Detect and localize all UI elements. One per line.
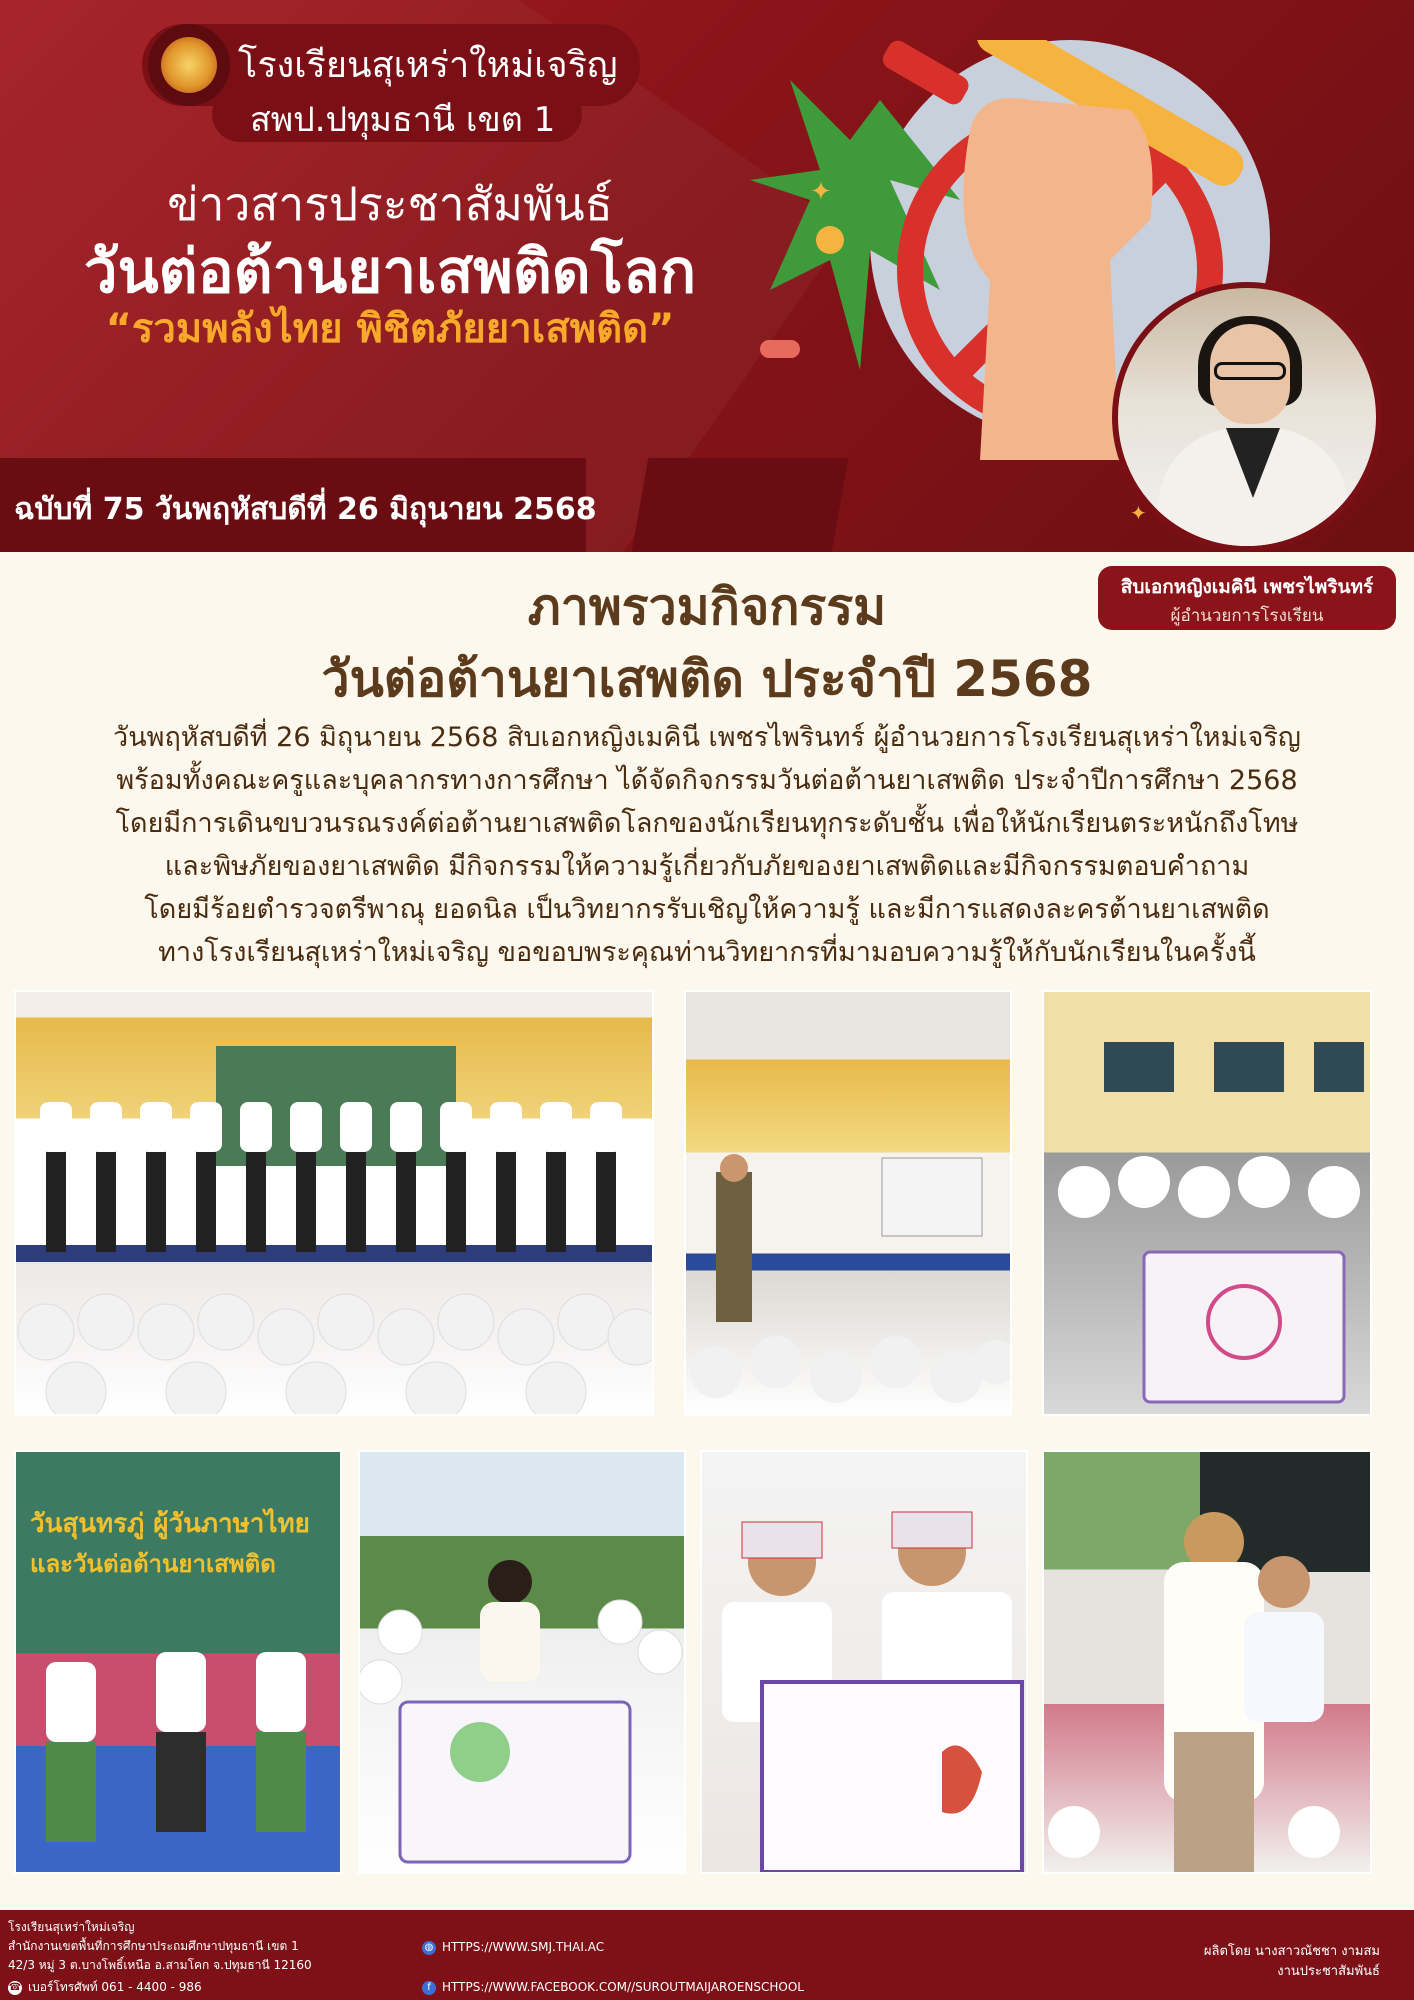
stage-banner-text: วันสุนทรภู่ ผู้วันภาษาไทย [30,1509,310,1539]
body-line: และพิษภัยของยาเสพติด มีกิจกรรมให้ความรู้เกี่ยวกับภัยของยาเสพติดและมีกิจกรรมตอบคำถาม [164,851,1250,882]
office-name: สพป.ปทุมธานี เขต 1 [250,100,556,140]
photo-speaker [684,990,1012,1416]
footer-website[interactable] [422,1940,604,1955]
body-line: ทางโรงเรียนสุเหร่าใหม่เจริญ ขอขอบพระคุณท่านวิทยากรที่มามอบความรู้ให้กับนักเรียนในครั้งนี้ [158,937,1256,968]
footer-phone [8,1978,202,1997]
footer-credit [1204,1942,1380,1982]
svg-text:✦: ✦ [1130,501,1147,525]
header-banner [0,0,1414,552]
poster [762,1682,1022,1872]
director-photo [1112,282,1382,552]
poster [400,1702,630,1862]
section-subtitle: วันต่อต้านยาเสพติด ประจำปี 2568 [321,650,1093,708]
director-title: ผู้อำนวยการโรงเรียน [1170,606,1324,626]
globe-icon: ◍ [422,1941,436,1955]
photo-director-students [358,1450,686,1874]
facebook-icon: f [422,1981,436,1995]
credit-producer: ผลิตโดย นางสาวณัชชา งามสม [1203,1944,1380,1959]
footer-phone-text: เบอร์โทรศัพท์ 061 - 4400 - 986 [28,1980,202,1994]
photo-dance-show [14,1450,342,1874]
glasses-icon [1214,362,1286,380]
footer-school-name: โรงเรียนสุเหร่าใหม่เจริญ [8,1920,135,1934]
headline: วันต่อต้านยาเสพติดโลก [83,237,697,307]
footer-address: 42/3 หมู่ 3 ต.บางโพธิ์เหนือ อ.สามโคก จ.ปทุมธานี 12160 [8,1958,312,1972]
school-name: โรงเรียนสุเหร่าใหม่เจริญ [238,45,618,86]
school-emblem-icon [161,37,217,93]
svg-text:✦: ✦ [810,177,832,207]
footer-facebook[interactable] [422,1980,804,1995]
school-logo [148,24,230,106]
slogan: “รวมพลังไทย พิชิตภัยยาเสพติด” [105,306,675,352]
footer [0,1910,1414,2000]
news-label: ข่าวสารประชาสัมพันธ์ [167,177,613,231]
footer-office: สำนักงานเขตพื้นที่การศึกษาประถมศึกษาปทุมธานี เขต 1 [8,1939,299,1953]
body-line: โดยมีการเดินขบวนรณรงค์ต่อต้านยาเสพติดโลกของนักเรียนทุกระดับชั้น เพื่อให้นักเรียนตระหนักถึงโทษ [115,808,1299,839]
body-line: พร้อมทั้งคณะครูและบุคลากรทางการศึกษา ได้จัดกิจกรรมวันต่อต้านยาเสพติด ประจำปีการศึกษา 2568 [116,765,1298,796]
footer-facebook-text[interactable]: HTTPS://WWW.FACEBOOK.COM//SUROUTMAIJAROENSCHOOL [442,1980,804,1994]
article-body [30,716,1384,974]
stage-banner-text-2: และวันต่อต้านยาเสพติด [30,1550,276,1578]
credit-department: งานประชาสัมพันธ์ [1277,1964,1380,1979]
stage-scene [16,992,654,1416]
body-line: วันพฤหัสบดีที่ 26 มิถุนายน 2568 สิบเอกหญิงเมคินี เพชรไพรินทร์ ผู้อำนวยการโรงเรียนสุเหร่าใหม่เจริญ [113,722,1301,753]
phone-icon: ☎ [8,1981,22,1993]
footer-website-text[interactable]: HTTPS://WWW.SMJ.THAI.AC [442,1940,605,1954]
director-name: สิบเอกหญิงเมคินี เพชรไพรินทร์ [1120,576,1374,598]
photo-students-posters [700,1450,1028,1874]
photo-parade [1042,990,1372,1416]
footer-school-info [8,1918,312,1975]
issue-date: ฉบับที่ 75 วันพฤหัสบดีที่ 26 มิถุนายน 2568 [14,492,597,527]
photo-stage-group [14,990,654,1416]
poster [1144,1252,1344,1402]
section-title: ภาพรวมกิจกรรม [527,578,887,636]
body-line: โดยมีร้อยตำรวจตรีพาณุ ยอดนิล เป็นวิทยากรรับเชิญให้ความรู้ และมีการแสดงละครต้านยาเสพติด [144,894,1270,925]
photo-quiz-activity [1042,1450,1372,1874]
issue-bar-accent [632,458,849,552]
